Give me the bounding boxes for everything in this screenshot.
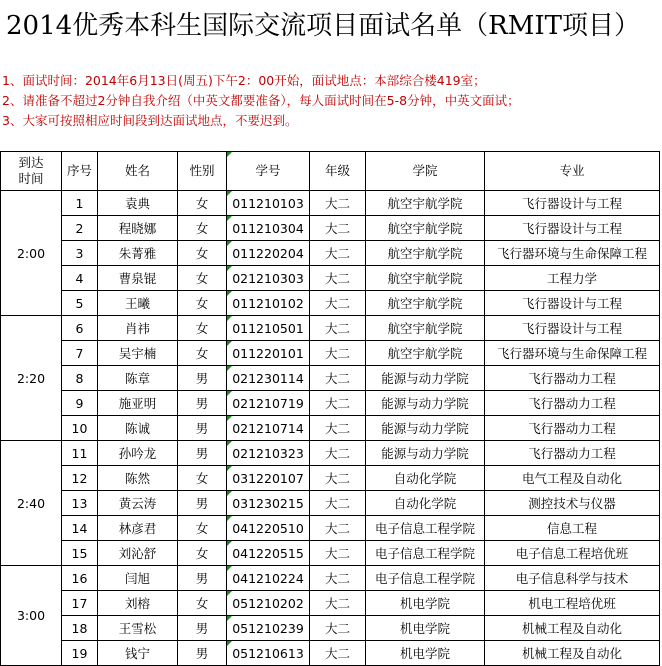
table-row: [1, 391, 660, 416]
cell-gender: 女: [178, 516, 227, 541]
cell-seq: 9: [62, 391, 98, 416]
table-row: [1, 316, 660, 341]
cell-major: 飞行器设计与工程: [485, 316, 660, 341]
cell-seq: 18: [62, 616, 98, 641]
cell-grade: 大二: [310, 341, 366, 366]
cell-grade: 大二: [310, 591, 366, 616]
cell-college: 能源与动力学院: [366, 366, 485, 391]
table-row: [1, 216, 660, 241]
cell-major: 电子信息工程培优班: [485, 541, 660, 566]
cell-student-id: 051210239: [227, 616, 310, 641]
cell-grade: 大二: [310, 566, 366, 591]
cell-grade: 大二: [310, 641, 366, 666]
cell-gender: 女: [178, 591, 227, 616]
cell-seq: 15: [62, 541, 98, 566]
table-row: [1, 416, 660, 441]
cell-college: 自动化学院: [366, 491, 485, 516]
cell-gender: 女: [178, 216, 227, 241]
cell-grade: 大二: [310, 216, 366, 241]
cell-gender: 男: [178, 491, 227, 516]
cell-seq: 13: [62, 491, 98, 516]
cell-seq: 4: [62, 266, 98, 291]
header-arrival-time: [1, 152, 62, 191]
cell-name: 程晓娜: [98, 216, 178, 241]
cell-grade: 大二: [310, 366, 366, 391]
interview-table: [0, 151, 660, 666]
cell-student-id: 051210613: [227, 641, 310, 666]
cell-student-id: 011210102: [227, 291, 310, 316]
header-gender: 性别: [178, 152, 227, 191]
cell-student-id: 011220101: [227, 341, 310, 366]
cell-grade: 大二: [310, 491, 366, 516]
cell-name: 黄云涛: [98, 491, 178, 516]
header-arrival-text: 到达时间: [18, 155, 44, 186]
cell-gender: 男: [178, 391, 227, 416]
cell-grade: 大二: [310, 266, 366, 291]
cell-major: 飞行器动力工程: [485, 391, 660, 416]
cell-student-id: 041210224: [227, 566, 310, 591]
cell-major: 飞行器环境与生命保障工程: [485, 341, 660, 366]
cell-seq: 5: [62, 291, 98, 316]
cell-gender: 女: [178, 191, 227, 216]
table-row: [1, 641, 660, 666]
cell-student-id: 011210501: [227, 316, 310, 341]
cell-student-id: 011210304: [227, 216, 310, 241]
cell-student-id: 021210719: [227, 391, 310, 416]
cell-seq: 1: [62, 191, 98, 216]
cell-gender: 女: [178, 266, 227, 291]
cell-college: 航空宇航学院: [366, 341, 485, 366]
table-row: [1, 341, 660, 366]
cell-grade: 大二: [310, 191, 366, 216]
cell-student-id: 021230114: [227, 366, 310, 391]
cell-major: 电子信息科学与技术: [485, 566, 660, 591]
table-row: [1, 616, 660, 641]
cell-major: 飞行器设计与工程: [485, 216, 660, 241]
cell-student-id: 011210103: [227, 191, 310, 216]
cell-gender: 男: [178, 366, 227, 391]
cell-seq: 2: [62, 216, 98, 241]
header-college: 学院: [366, 152, 485, 191]
cell-gender: 女: [178, 466, 227, 491]
cell-college: 能源与动力学院: [366, 441, 485, 466]
cell-major: 测控技术与仪器: [485, 491, 660, 516]
cell-student-id: 021210303: [227, 266, 310, 291]
table-body: [1, 191, 660, 666]
cell-seq: 16: [62, 566, 98, 591]
table-row: [1, 466, 660, 491]
cell-name: 刘榕: [98, 591, 178, 616]
cell-gender: 男: [178, 566, 227, 591]
cell-grade: 大二: [310, 616, 366, 641]
table-row: [1, 266, 660, 291]
cell-college: 机电学院: [366, 591, 485, 616]
cell-name: 孙吟龙: [98, 441, 178, 466]
table-row: [1, 241, 660, 266]
cell-name: 王雪松: [98, 616, 178, 641]
cell-grade: 大二: [310, 416, 366, 441]
table-row: [1, 441, 660, 466]
cell-major: 工程力学: [485, 266, 660, 291]
cell-name: 肖祎: [98, 316, 178, 341]
cell-college: 电子信息工程学院: [366, 516, 485, 541]
cell-college: 电子信息工程学院: [366, 541, 485, 566]
table-row: [1, 566, 660, 591]
table-row: [1, 491, 660, 516]
cell-grade: 大二: [310, 391, 366, 416]
cell-gender: 男: [178, 416, 227, 441]
cell-student-id: 041220510: [227, 516, 310, 541]
notes-section: [0, 71, 662, 131]
cell-college: 自动化学院: [366, 466, 485, 491]
cell-name: 曹泉锟: [98, 266, 178, 291]
cell-name: 林彦君: [98, 516, 178, 541]
cell-grade: 大二: [310, 241, 366, 266]
table-row: [1, 591, 660, 616]
cell-major: 飞行器动力工程: [485, 366, 660, 391]
cell-name: 陈诚: [98, 416, 178, 441]
interview-table-container: [0, 151, 662, 666]
table-row: [1, 516, 660, 541]
header-name: 姓名: [98, 152, 178, 191]
cell-college: 航空宇航学院: [366, 216, 485, 241]
table-header-row: [1, 152, 660, 191]
cell-college: 航空宇航学院: [366, 291, 485, 316]
cell-name: 朱菁雅: [98, 241, 178, 266]
cell-name: 钱宁: [98, 641, 178, 666]
cell-major: 飞行器设计与工程: [485, 191, 660, 216]
cell-name: 闫旭: [98, 566, 178, 591]
cell-name: 刘沁舒: [98, 541, 178, 566]
cell-student-id: 011220204: [227, 241, 310, 266]
cell-grade: 大二: [310, 441, 366, 466]
cell-seq: 6: [62, 316, 98, 341]
cell-name: 施亚明: [98, 391, 178, 416]
cell-gender: 女: [178, 541, 227, 566]
cell-grade: 大二: [310, 316, 366, 341]
table-row: [1, 191, 660, 216]
cell-college: 航空宇航学院: [366, 316, 485, 341]
cell-seq: 17: [62, 591, 98, 616]
cell-seq: 14: [62, 516, 98, 541]
cell-student-id: 051210202: [227, 591, 310, 616]
cell-name: 陈章: [98, 366, 178, 391]
cell-major: 飞行器动力工程: [485, 416, 660, 441]
cell-name: 吴宇楠: [98, 341, 178, 366]
cell-college: 机电学院: [366, 641, 485, 666]
cell-arrival-time: 3:00: [1, 566, 62, 666]
cell-major: 电气工程及自动化: [485, 466, 660, 491]
page-title: 2014优秀本科生国际交流项目面试名单（RMIT项目）: [6, 11, 640, 41]
cell-major: 信息工程: [485, 516, 660, 541]
cell-name: 袁典: [98, 191, 178, 216]
cell-college: 航空宇航学院: [366, 191, 485, 216]
cell-arrival-time: 2:20: [1, 316, 62, 441]
cell-gender: 男: [178, 641, 227, 666]
cell-college: 电子信息工程学院: [366, 566, 485, 591]
cell-seq: 11: [62, 441, 98, 466]
cell-major: 飞行器设计与工程: [485, 291, 660, 316]
cell-seq: 3: [62, 241, 98, 266]
cell-student-id: 031220107: [227, 466, 310, 491]
cell-student-id: 041220515: [227, 541, 310, 566]
table-row: [1, 541, 660, 566]
cell-college: 航空宇航学院: [366, 241, 485, 266]
cell-arrival-time: 2:00: [1, 191, 62, 316]
cell-student-id: 031230215: [227, 491, 310, 516]
cell-gender: 男: [178, 616, 227, 641]
note-self-intro: 2、请准备不超过2分钟自我介绍（中英文都要准备），每人面试时间在5-8分钟，中英文面试；: [2, 93, 520, 108]
cell-gender: 女: [178, 241, 227, 266]
cell-college: 航空宇航学院: [366, 266, 485, 291]
cell-major: 飞行器动力工程: [485, 441, 660, 466]
cell-gender: 女: [178, 316, 227, 341]
cell-college: 能源与动力学院: [366, 416, 485, 441]
cell-grade: 大二: [310, 466, 366, 491]
header-major: 专业: [485, 152, 660, 191]
cell-gender: 女: [178, 341, 227, 366]
cell-student-id: 021210714: [227, 416, 310, 441]
cell-major: 机电工程培优班: [485, 591, 660, 616]
cell-major: 飞行器环境与生命保障工程: [485, 241, 660, 266]
cell-gender: 男: [178, 441, 227, 466]
header-grade: 年级: [310, 152, 366, 191]
cell-grade: 大二: [310, 291, 366, 316]
cell-grade: 大二: [310, 541, 366, 566]
note-arrival: 3、大家可按照相应时间段到达面试地点，不要迟到。: [2, 113, 298, 128]
cell-student-id: 021210323: [227, 441, 310, 466]
cell-arrival-time: 2:40: [1, 441, 62, 566]
cell-college: 机电学院: [366, 616, 485, 641]
cell-seq: 7: [62, 341, 98, 366]
cell-gender: 女: [178, 291, 227, 316]
header-student-id: 学号: [227, 152, 310, 191]
cell-name: 王曦: [98, 291, 178, 316]
cell-seq: 12: [62, 466, 98, 491]
cell-major: 机械工程及自动化: [485, 641, 660, 666]
table-row: [1, 291, 660, 316]
header-seq: 序号: [62, 152, 98, 191]
cell-grade: 大二: [310, 516, 366, 541]
cell-college: 能源与动力学院: [366, 391, 485, 416]
cell-seq: 19: [62, 641, 98, 666]
cell-name: 陈然: [98, 466, 178, 491]
note-time-location: 1、面试时间：2014年6月13日(周五)下午2：00开始，面试地点：本部综合楼419室；: [2, 73, 486, 88]
cell-major: 机械工程及自动化: [485, 616, 660, 641]
cell-seq: 8: [62, 366, 98, 391]
table-row: [1, 366, 660, 391]
cell-seq: 10: [62, 416, 98, 441]
